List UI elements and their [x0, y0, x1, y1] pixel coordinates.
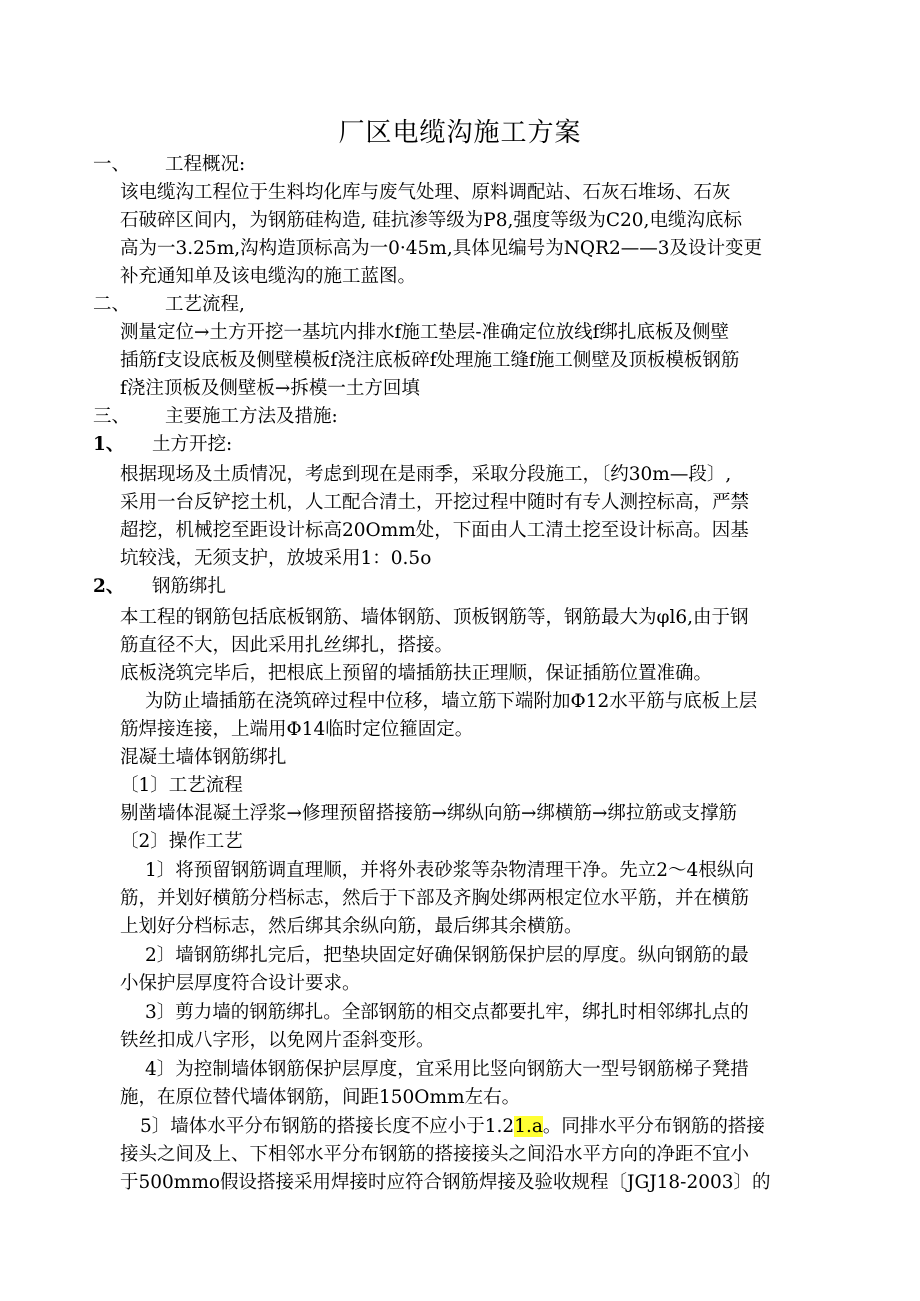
- paragraph-line: 4〕为控制墙体钢筋保护层厚度，宜采用比竖向钢筋大一型号钢筋梯子凳措: [145, 1059, 749, 1080]
- paragraph-line-item5: [140, 1113, 765, 1141]
- paragraph-line: f浇注顶板及侧壁板→拆模一土方回填: [120, 378, 420, 399]
- paragraph-line: 筋，并划好横筋分档标志，然后于下部及齐胸处绑两根定位水平筋，并在横筋: [120, 888, 750, 909]
- paragraph-line: 〔2〕操作工艺: [120, 831, 243, 852]
- paragraph-line: 根据现场及土质情况，考虑到现在是雨季，采取分段施工，〔约30m—段〕,: [120, 464, 732, 485]
- paragraph-line: 2〕墙钢筋绑扎完后，把垫块固定好确保钢筋保护层的厚度。纵向钢筋的最: [145, 945, 749, 966]
- subsection-heading: 土方开挖:: [152, 434, 233, 455]
- paragraph-line: 底板浇筑完毕后，把根底上预留的墙插筋扶正理顺，保证插筋位置准确。: [120, 663, 713, 684]
- document-title: 厂区电缆沟施工方案: [338, 118, 582, 148]
- paragraph-line: 石破碎区间内，为钢筋硅构造, 硅抗渗等级为P8,强度等级为C20,电缆沟底标: [120, 210, 742, 231]
- paragraph-line: 小保护层厚度符合设计要求。: [120, 973, 361, 994]
- paragraph-line: 1〕将预留钢筋调直理顺，并将外表砂浆等杂物清理干净。先立2～4根纵向: [145, 860, 754, 881]
- section-number: 一、: [93, 154, 131, 175]
- paragraph-line: 该电缆沟工程位于生料均化库与废气处理、原料调配站、石灰石堆场、石灰: [120, 182, 731, 203]
- paragraph-line: 上划好分档标志，然后绑其余纵向筋，最后绑其余横筋。: [120, 916, 583, 937]
- section-heading: 工艺流程,: [165, 294, 245, 315]
- paragraph-line: 超挖，机械挖至距设计标高20Omm处，下面由人工清土挖至设计标高。因基: [120, 520, 749, 541]
- paragraph-line: 采用一台反铲挖土机，人工配合清土，开挖过程中随时有专人测控标高，严禁: [120, 492, 750, 513]
- section-number: 二、: [93, 294, 131, 315]
- paragraph-line: 为防止墙插筋在浇筑碎过程中位移，墙立筋下端附加Φ12水平筋与底板上层: [145, 691, 758, 712]
- paragraph-line: 于500mmo假设搭接采用焊接时应符合钢筋焊接及验收规程〔JGJ18-2003〕的: [120, 1172, 771, 1193]
- paragraph-line: 筋焊接连接，上端用Φ14临时定位箍固定。: [120, 719, 474, 740]
- paragraph-line: 施，在原位替代墙体钢筋，间距150Omm左右。: [120, 1087, 521, 1108]
- highlighted-text: 1.a: [514, 1116, 543, 1137]
- paragraph-line: 剔凿墙体混凝土浮浆→修理预留搭接筋→绑纵向筋→绑横筋→绑拉筋或支撑筋: [120, 803, 738, 824]
- section-number: 三、: [93, 406, 131, 427]
- paragraph-line: 铁丝扣成八字形，以免网片歪斜变形。: [120, 1030, 435, 1051]
- paragraph-line: 3〕剪力墙的钢筋绑扎。全部钢筋的相交点都要扎牢，绑扎时相邻绑扎点的: [145, 1002, 749, 1023]
- paragraph-line: 本工程的钢筋包括底板钢筋、墙体钢筋、顶板钢筋等，钢筋最大为φl6,由于钢: [120, 607, 749, 628]
- subsection-number: 2、: [93, 576, 125, 597]
- section-heading: 工程概况:: [165, 154, 246, 175]
- paragraph-line: 接头之间及上、下相邻水平分布钢筋的搭接接头之间沿水平方向的净距不宜小: [120, 1144, 750, 1165]
- paragraph-line: 插筋f支设底板及侧壁模板f浇注底板碎f处理施工缝f施工侧壁及顶板模板钢筋: [120, 350, 740, 371]
- paragraph-line: 混凝土墙体钢筋绑扎: [120, 747, 287, 768]
- item5-text-after: 。同排水平分布钢筋的搭接: [542, 1116, 765, 1137]
- paragraph-line: 补充通知单及该电缆沟的施工蓝图。: [120, 266, 417, 287]
- paragraph-line: 筋直径不大，因此采用扎丝绑扎，搭接。: [120, 635, 454, 656]
- subsection-heading: 钢筋绑扎: [152, 576, 227, 597]
- subsection-number: 1、: [93, 434, 125, 455]
- paragraph-line: 〔1〕工艺流程: [120, 775, 243, 796]
- paragraph-line: 测量定位→土方开挖一基坑内排水f施工垫层-准确定位放线f绑扎底板及侧壁: [120, 322, 729, 343]
- section-heading: 主要施工方法及措施:: [165, 406, 338, 427]
- item5-text-before: 5〕墙体水平分布钢筋的搭接长度不应小于1.2: [140, 1116, 515, 1137]
- paragraph-line: 坑较浅，无须支护，放坡采用1：0.5o: [120, 548, 432, 569]
- paragraph-line: 高为一3.25m,沟构造顶标高为一0·45m,具体见编号为NQR2——3及设计变更: [120, 238, 763, 259]
